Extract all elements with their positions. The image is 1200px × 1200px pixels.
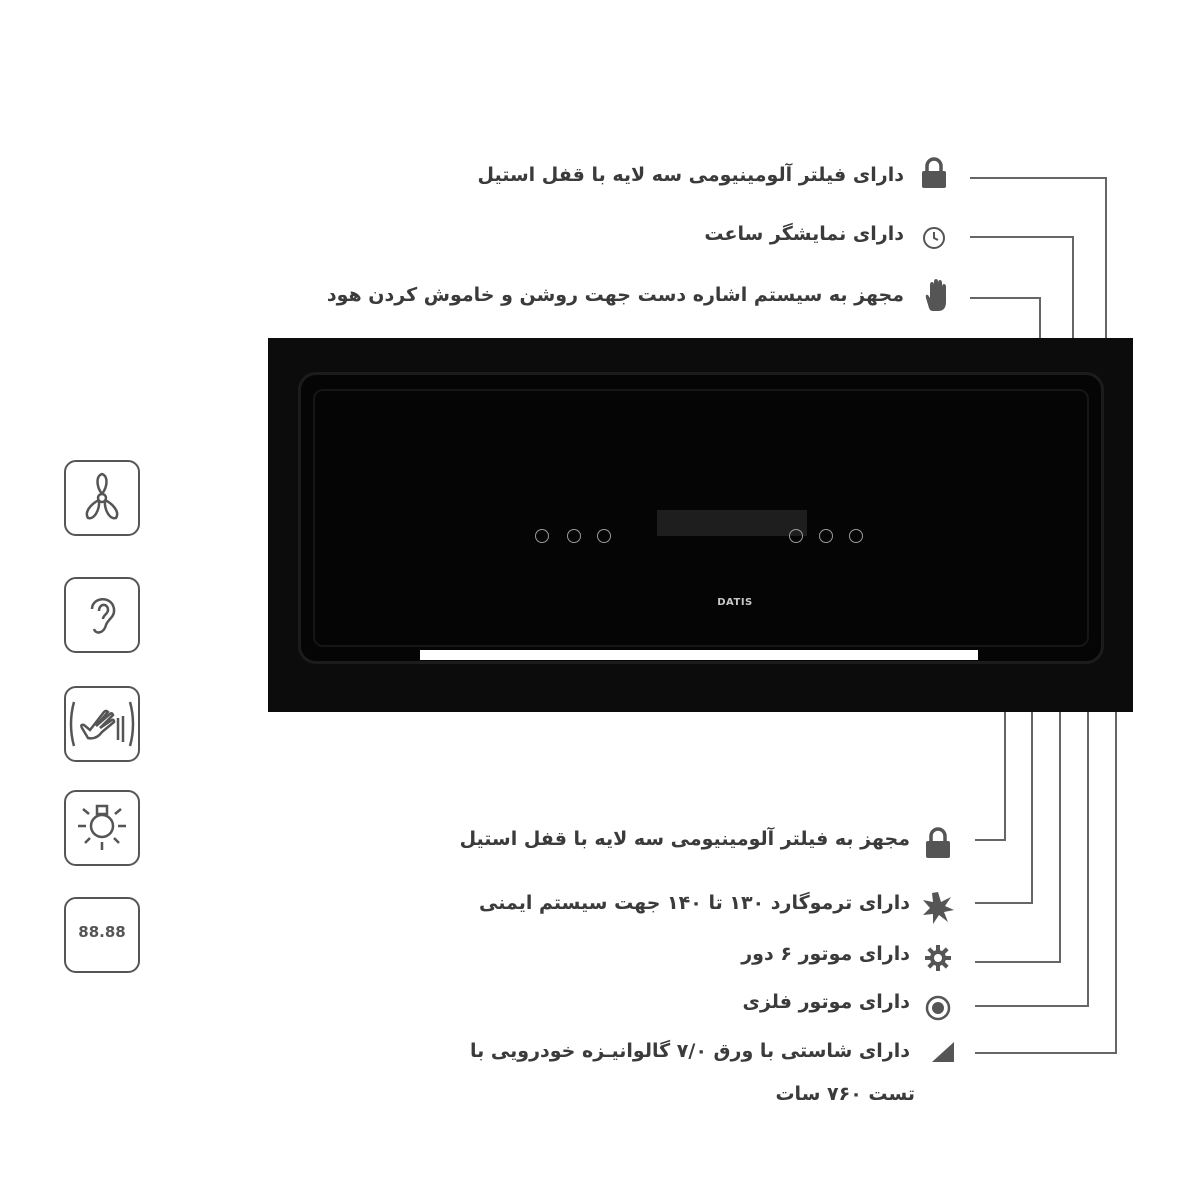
timer-button[interactable] [819, 529, 833, 543]
gesture-feature-box [64, 686, 140, 762]
connector-line [970, 298, 1040, 338]
speed-button[interactable] [567, 529, 581, 543]
ear-icon [66, 579, 138, 651]
lock-icon [919, 156, 949, 190]
light-button[interactable] [789, 529, 803, 543]
feature-text: دارای ترموگارد ۱۳۰ تا ۱۴۰ جهت سیستم ایمنی [479, 892, 910, 914]
hand-icon [922, 278, 950, 314]
hood-display [657, 510, 807, 536]
connector-line [975, 712, 1116, 1053]
fan-feature-box [64, 460, 140, 536]
clock-icon [921, 225, 947, 251]
display-feature-box [64, 897, 140, 973]
feature-text: دارای شاستی با ورق ۷/۰ گالوانیـزه خودرویی با [470, 1040, 910, 1062]
connector-line [970, 237, 1073, 338]
power-button[interactable] [535, 529, 549, 543]
control-panel [298, 372, 1104, 664]
connector-line [975, 712, 1060, 962]
light-bar [420, 650, 978, 660]
feature-text: دارای موتور فلزی [742, 991, 910, 1013]
range-hood [268, 338, 1133, 712]
feature-text: مجهز به فیلتر آلومینیومی سه لایه با قفل استیل [459, 828, 910, 850]
feature-text: دارای موتور ۶ دور [741, 943, 910, 965]
light-bulb-icon [66, 792, 138, 864]
hand-gesture-icon [66, 688, 138, 760]
target-icon [925, 995, 951, 1021]
clock-button[interactable] [849, 529, 863, 543]
fan-icon [66, 462, 138, 534]
connector-line [975, 712, 1005, 840]
feature-text-continuation: تست ۷۶۰ سات [775, 1083, 915, 1105]
connector-line [975, 712, 1032, 903]
gear-icon [924, 944, 952, 972]
digital-display-icon: 88.88 [78, 923, 126, 941]
star-burst-icon [921, 891, 955, 925]
feature-text: دارای نمایشگر ساعت [704, 223, 904, 245]
connector-line [970, 178, 1106, 338]
ear-feature-box [64, 577, 140, 653]
feature-text: دارای فیلتر آلومینیومی سه لایه با قفل استیل [477, 164, 904, 186]
fan-button[interactable] [597, 529, 611, 543]
brand-logo: DATIS [717, 597, 753, 608]
feature-text: مجهز به سیستم اشاره دست جهت روشن و خاموش کردن هود [326, 284, 904, 306]
triangle-icon [928, 1040, 956, 1064]
light-feature-box [64, 790, 140, 866]
lock-icon [923, 826, 953, 860]
